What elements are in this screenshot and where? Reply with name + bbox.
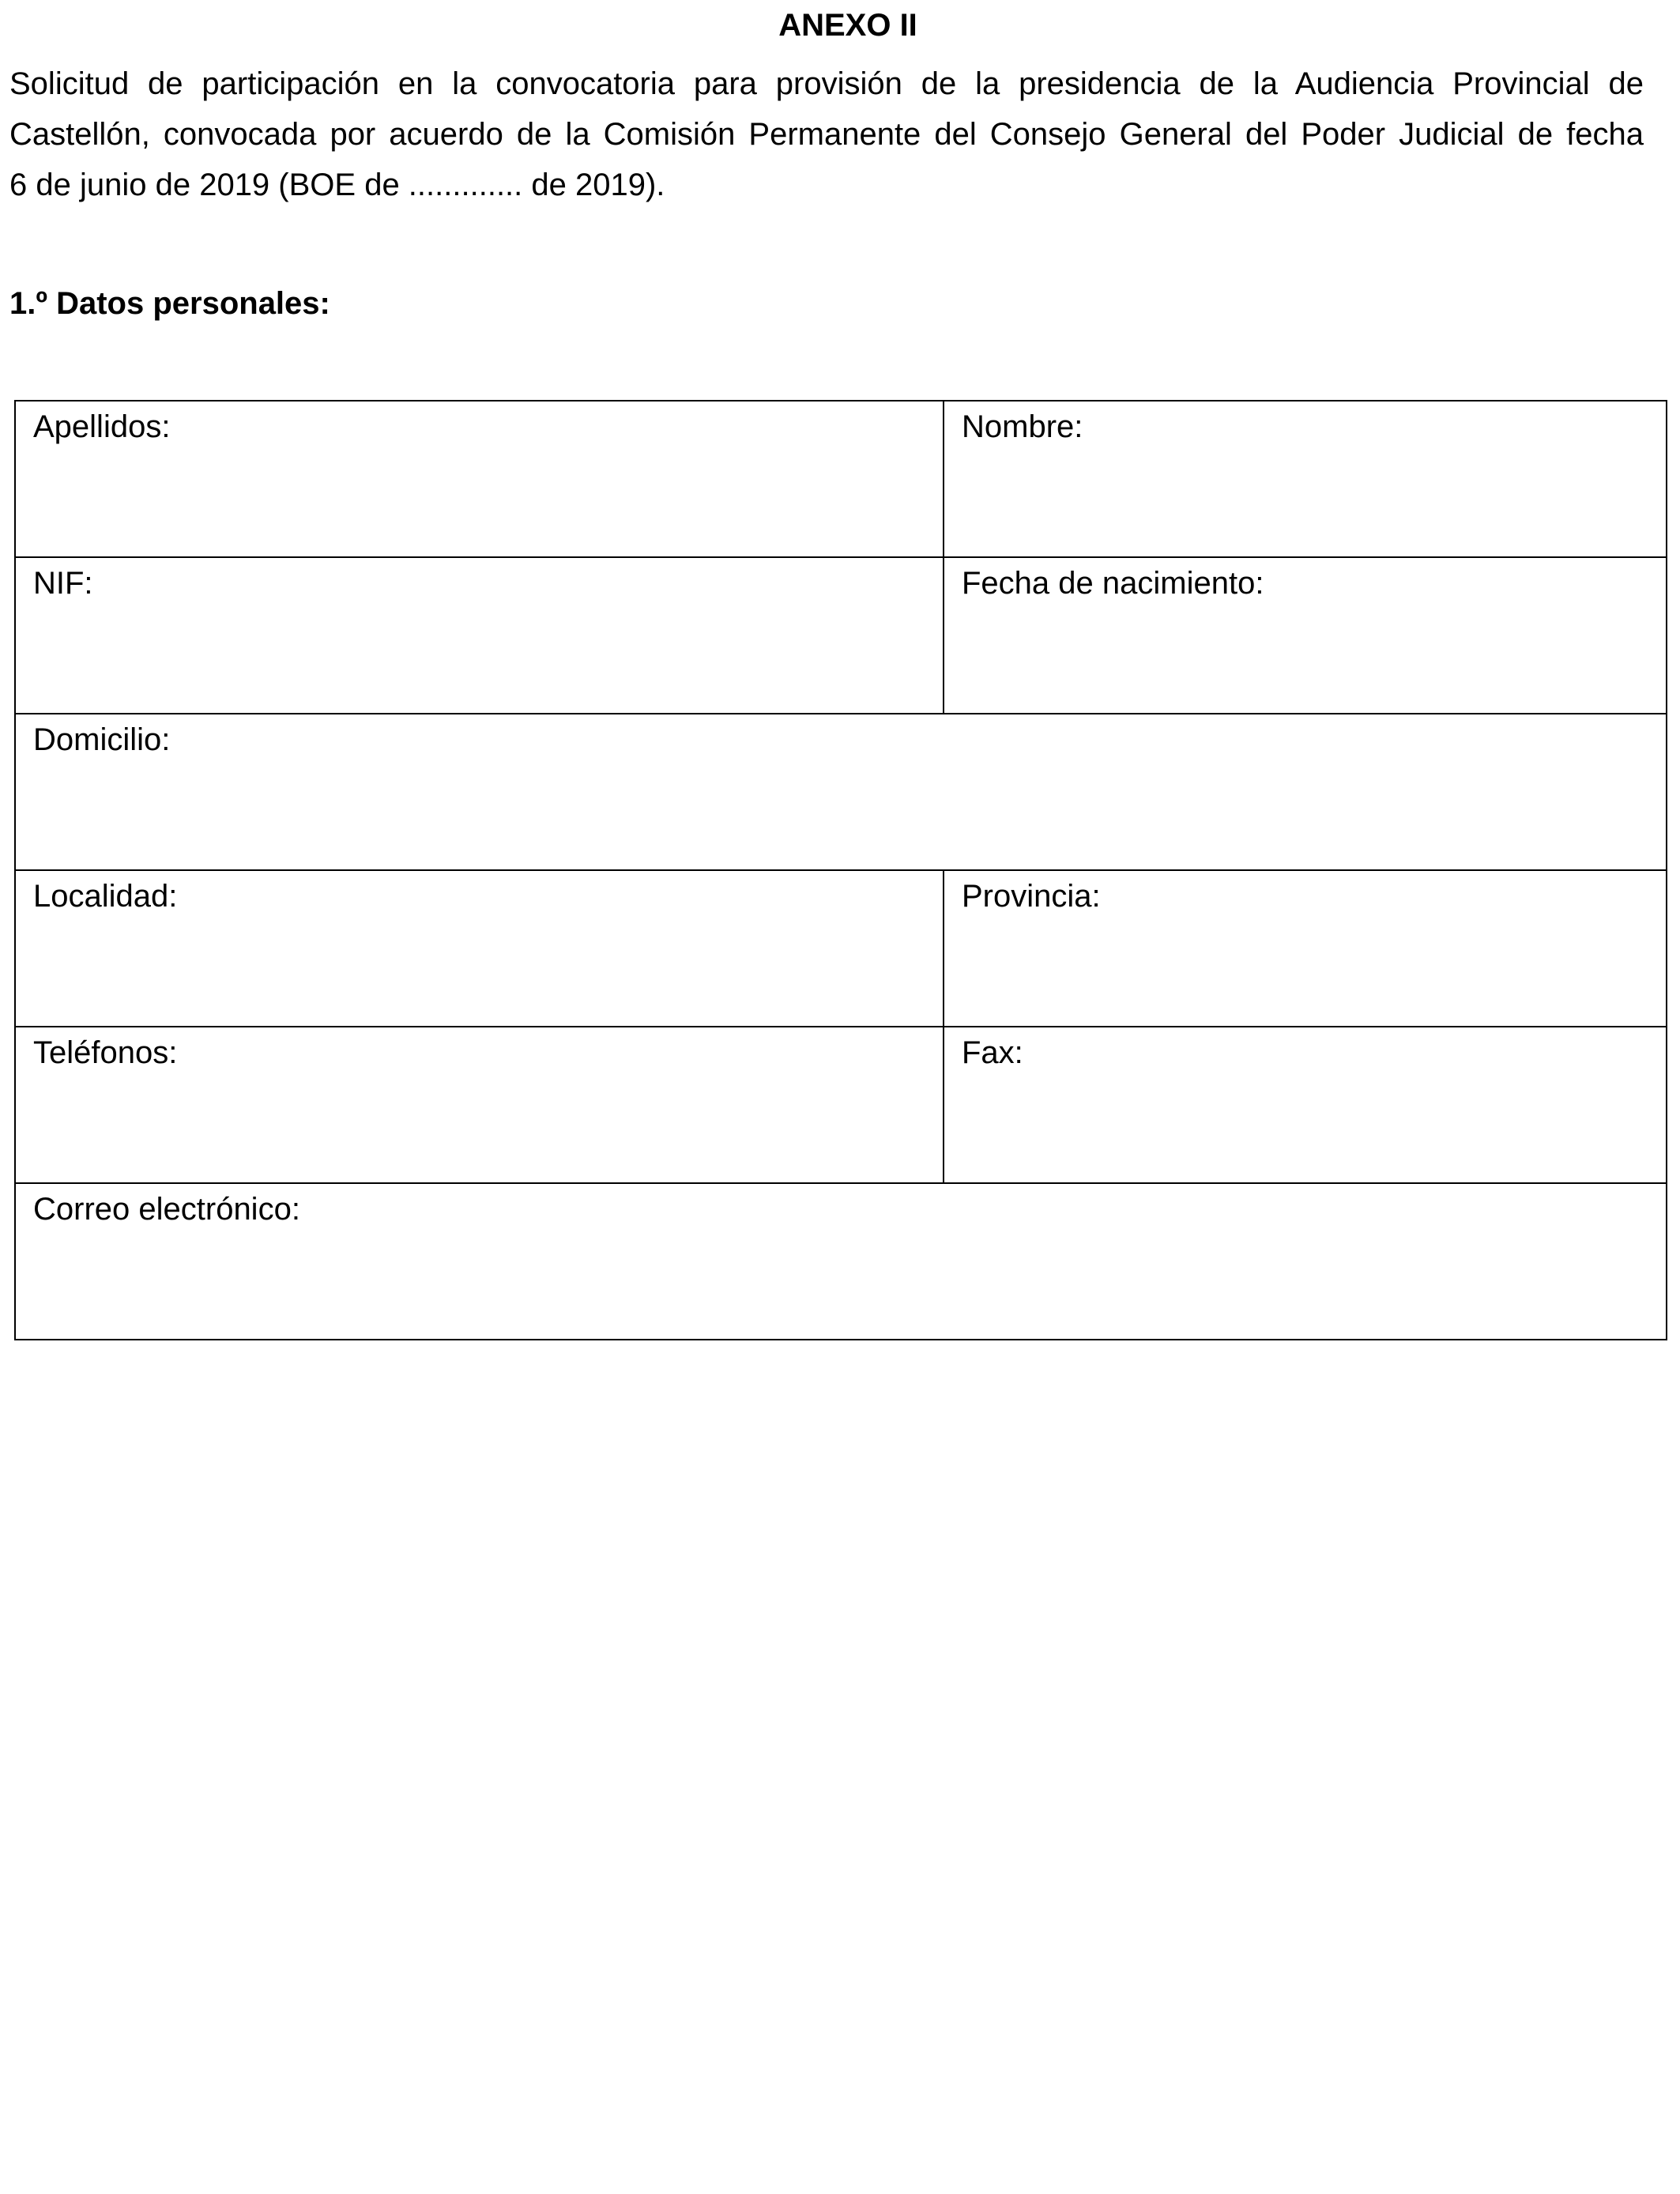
- provincia-label: Provincia:: [962, 879, 1101, 914]
- nombre-label: Nombre:: [962, 409, 1083, 444]
- fax-label: Fax:: [962, 1035, 1023, 1070]
- localidad-field[interactable]: [15, 870, 944, 1027]
- provincia-field[interactable]: [944, 870, 1667, 1027]
- table-row: [15, 1027, 1667, 1183]
- email-label: Correo electrónico:: [33, 1192, 300, 1227]
- intro-line: Solicitud de participación en la convocatoria para provisión de la presidencia de la Audiencia Provincial de: [9, 66, 1644, 101]
- table-row: [15, 401, 1667, 557]
- table-row: [15, 1183, 1667, 1340]
- birth-date-label: Fecha de nacimiento:: [962, 566, 1264, 601]
- table-row: [15, 557, 1667, 714]
- localidad-label: Localidad:: [33, 879, 178, 914]
- domicilio-label: Domicilio:: [33, 722, 171, 757]
- apellidos-field[interactable]: [15, 401, 944, 557]
- telefonos-field[interactable]: [15, 1027, 944, 1183]
- nif-label: NIF:: [33, 566, 93, 601]
- table-row: [15, 870, 1667, 1027]
- nif-field[interactable]: [15, 557, 944, 714]
- intro-line: Castellón, convocada por acuerdo de la Comisión Permanente del Consejo General del Poder Judicial de fecha: [9, 117, 1644, 152]
- intro-paragraph: [9, 58, 1644, 210]
- fax-field[interactable]: [944, 1027, 1667, 1183]
- annex-title: ANEXO II: [778, 8, 917, 43]
- domicilio-field[interactable]: [15, 714, 1667, 870]
- apellidos-label: Apellidos:: [33, 409, 171, 444]
- birth-date-field[interactable]: [944, 557, 1667, 714]
- section-heading-personal-data: 1.º Datos personales:: [9, 286, 330, 321]
- personal-data-table: [14, 400, 1667, 1340]
- nombre-field[interactable]: [944, 401, 1667, 557]
- table-row: [15, 714, 1667, 870]
- email-field[interactable]: [15, 1183, 1667, 1340]
- telefonos-label: Teléfonos:: [33, 1035, 178, 1070]
- intro-line: 6 de junio de 2019 (BOE de ............. de 2019).: [9, 168, 665, 202]
